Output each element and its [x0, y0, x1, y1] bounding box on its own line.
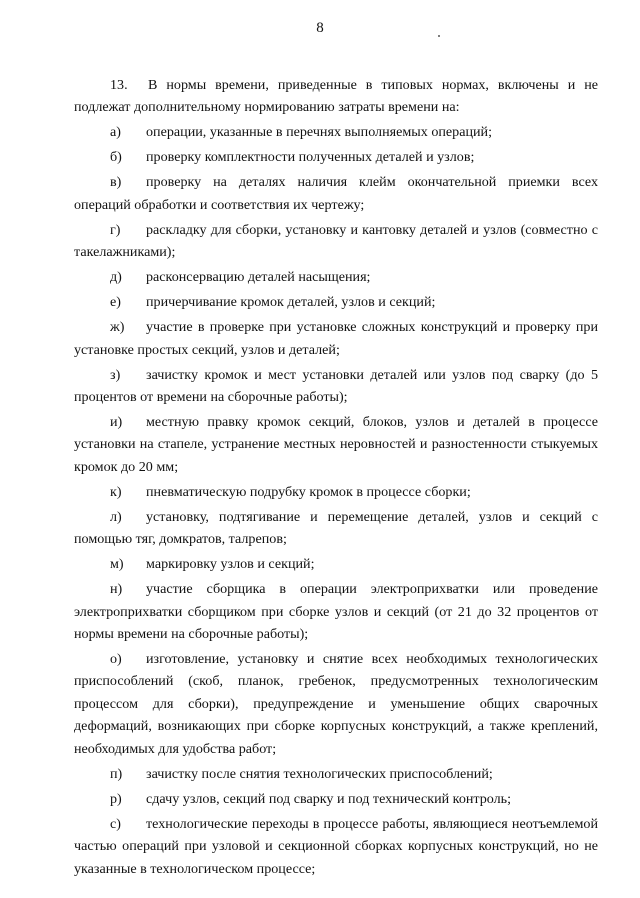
list-marker: п) — [110, 765, 123, 782]
list-text: зачистку кромок и мест установки деталей или узлов под сварку (до 5 процентов от времени на сборочные работы); — [74, 366, 598, 406]
list-item-d — [74, 266, 598, 288]
list-marker: н) — [110, 581, 123, 598]
list-text: пневматическую подрубку кромок в процессе сборки; — [146, 483, 471, 500]
list-item-o — [74, 648, 598, 760]
list-marker: р) — [110, 790, 122, 807]
list-item-r — [74, 788, 598, 810]
list-text: раскладку для сборки, установку и кантовку деталей и узлов (совместно с такелажниками); — [74, 221, 598, 261]
list-marker: а) — [110, 124, 121, 141]
list-text: участие в проверке при установке сложных конструкций и проверку при установке простых секций, узлов и деталей; — [74, 319, 598, 358]
clause-marker: 13. — [110, 77, 128, 93]
list-text: участие сборщика в операции электроприхватки или проведение электроприхватки сборщиком при сборке узлов и секций (от 21 до 32 процентов от нормы времени на сборочные работы); — [74, 581, 598, 643]
list-item-e — [74, 291, 598, 313]
list-text: зачистку после снятия технологических приспособлений; — [146, 765, 493, 782]
list-item-s — [74, 813, 598, 880]
list-marker: и) — [110, 414, 123, 431]
list-marker: з) — [110, 366, 121, 383]
list-item-g — [74, 219, 598, 264]
list-text: расконсервацию деталей насыщения; — [146, 269, 371, 286]
list-text: изготовление, установку и снятие всех необходимых технологических приспособлений (скоб, планок, гребенок, предусмотренных технологическим процессом для сборки), предупреждение и уменьшение общих сварочных деформаций, возникающих при сборке корпусных конструкций, а также креплений, необходимых для удобства работ; — [74, 651, 598, 757]
scan-speck — [438, 35, 440, 37]
list-item-p — [74, 763, 598, 785]
list-marker: л) — [110, 508, 122, 525]
list-item-a — [74, 121, 598, 143]
list-item-zh — [74, 316, 598, 361]
list-text: маркировку узлов и секций; — [146, 556, 315, 573]
list-text: сдачу узлов, секций под сварку и под технический контроль; — [146, 790, 512, 807]
list-text: местную правку кромок секций, блоков, узлов и деталей в процессе установки на стапеле, устранение местных неровностей и разностенности стыкуемых кромок до 20 мм; — [74, 414, 598, 475]
list-marker: г) — [110, 221, 121, 238]
document-body — [74, 74, 598, 883]
list-text: установку, подтягивание и перемещение деталей, узлов и секций с помощью тяг, домкратов, талрепов; — [74, 508, 598, 548]
list-marker: е) — [110, 294, 121, 311]
list-item-z — [74, 364, 598, 409]
list-text: операции, указанные в перечнях выполняемых операций; — [146, 124, 493, 141]
list-item-b — [74, 146, 598, 168]
list-item-k — [74, 481, 598, 503]
list-marker: м) — [110, 556, 124, 573]
list-text: технологические переходы в процессе работы, являющиеся неотъемлемой частью операций при узловой и секционной сборках корпусных конструкций, но не указанные в технологическом процессе; — [74, 815, 598, 877]
list-item-l — [74, 506, 598, 551]
list-text: проверку на деталях наличия клейм окончательной приемки всех операций обработки и соответствия их чертежу; — [74, 174, 598, 213]
list-marker: в) — [110, 174, 122, 191]
list-marker: с) — [110, 815, 121, 832]
clause-text: В нормы времени, приведенные в типовых нормах, включены и не подлежат дополнительному нормированию затраты времени на: — [74, 77, 598, 116]
list-item-m — [74, 553, 598, 575]
list-item-i — [74, 411, 598, 478]
list-item-n — [74, 578, 598, 645]
list-marker: ж) — [110, 319, 125, 336]
list-item-v — [74, 171, 598, 216]
page-number: 8 — [316, 20, 324, 36]
list-marker: б) — [110, 149, 122, 166]
list-marker: д) — [110, 269, 122, 286]
list-text: причерчивание кромок деталей, узлов и секций; — [146, 294, 436, 311]
clause-13 — [74, 74, 598, 119]
list-text: проверку комплектности полученных деталей и узлов; — [146, 149, 475, 166]
list-marker: о) — [110, 651, 122, 668]
list-marker: к) — [110, 483, 122, 500]
